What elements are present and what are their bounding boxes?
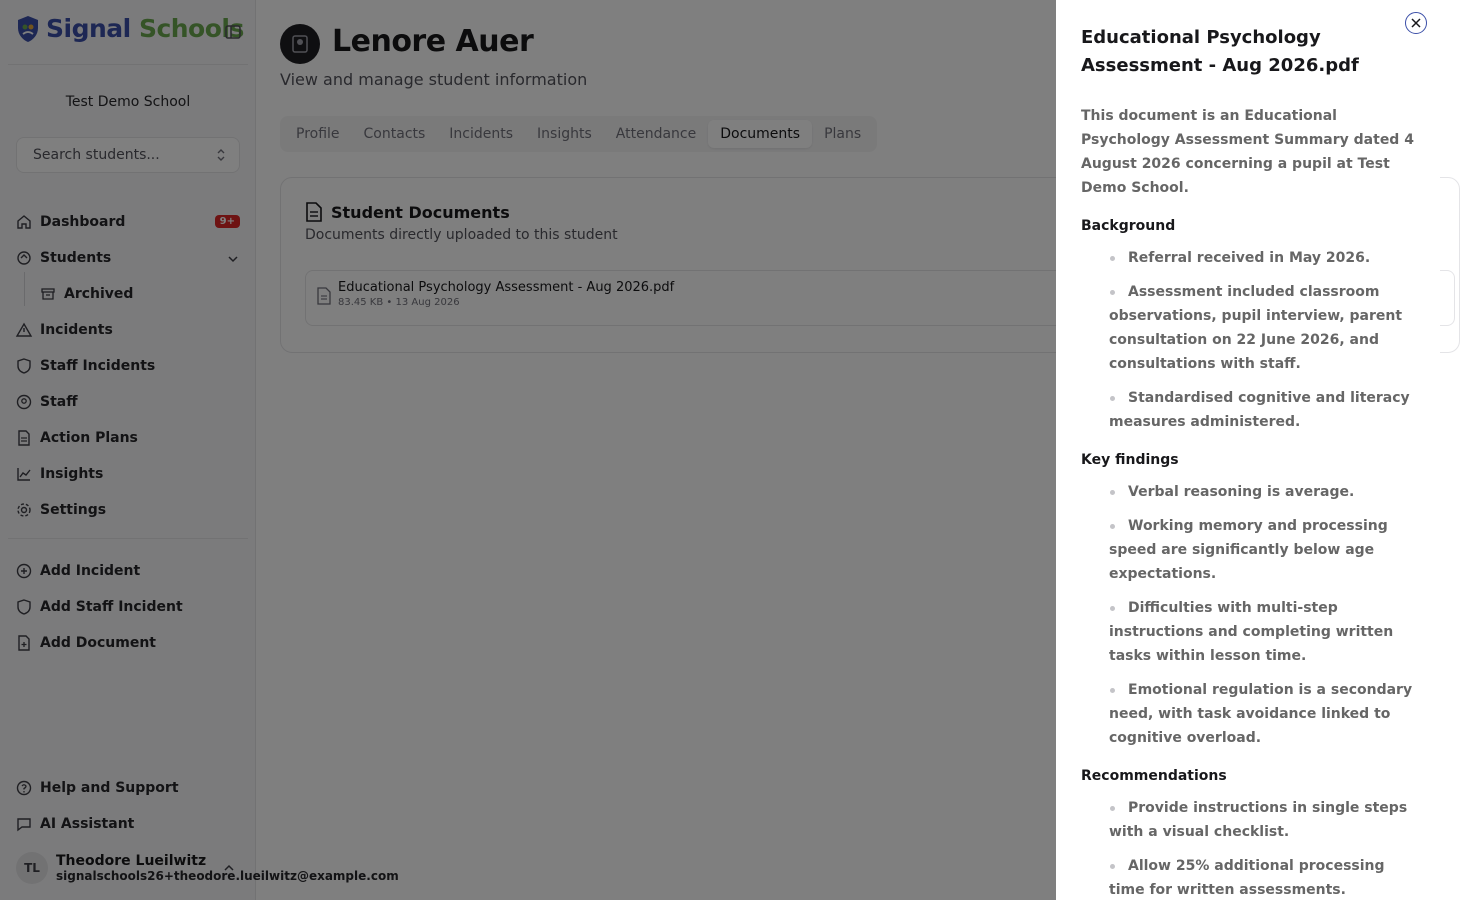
section-list-background [1081, 246, 1419, 434]
list-item [1081, 386, 1419, 434]
list-item-text: Difficulties with multi-step instructions and completing written tasks within lesson time. [1109, 600, 1394, 664]
section-list-key-findings [1081, 480, 1419, 750]
section-heading-key-findings: Key findings [1081, 452, 1179, 468]
drawer-title: Educational Psychology Assessment - Aug 2026.pdf [1081, 27, 1359, 76]
section-heading-recommendations: Recommendations [1081, 768, 1227, 784]
list-item-text: Assessment included classroom observations, pupil interview, parent consultation on 22 June 2026, and consultations with staff. [1109, 284, 1403, 372]
list-item [1081, 678, 1419, 750]
summary-intro: This document is an Educational Psychology Assessment Summary dated 4 August 2026 concerning a pupil at Test Demo School. [1081, 108, 1414, 196]
list-item-text: Allow 25% additional processing time for written assessments. [1109, 858, 1385, 898]
list-item-text: Standardised cognitive and literacy measures administered. [1109, 390, 1410, 430]
list-item [1081, 596, 1419, 668]
list-item-text: Working memory and processing speed are significantly below age expectations. [1109, 518, 1388, 582]
list-item [1081, 246, 1419, 270]
list-item-text: Provide instructions in single steps with a visual checklist. [1109, 800, 1408, 840]
section-list-recommendations [1081, 796, 1419, 902]
section-heading-background: Background [1081, 218, 1176, 234]
list-item [1081, 796, 1419, 844]
close-icon [1411, 18, 1421, 28]
list-item-text: Verbal reasoning is average. [1128, 484, 1355, 500]
close-button[interactable] [1405, 12, 1427, 34]
list-item [1081, 480, 1419, 504]
list-item [1081, 514, 1419, 586]
list-item [1081, 280, 1419, 376]
document-preview-drawer [1056, 0, 1440, 900]
list-item [1081, 854, 1419, 902]
document-summary [1081, 104, 1419, 916]
list-item-text: Emotional regulation is a secondary need, with task avoidance linked to cognitive overload. [1109, 682, 1413, 746]
list-item-text: Referral received in May 2026. [1128, 250, 1371, 266]
